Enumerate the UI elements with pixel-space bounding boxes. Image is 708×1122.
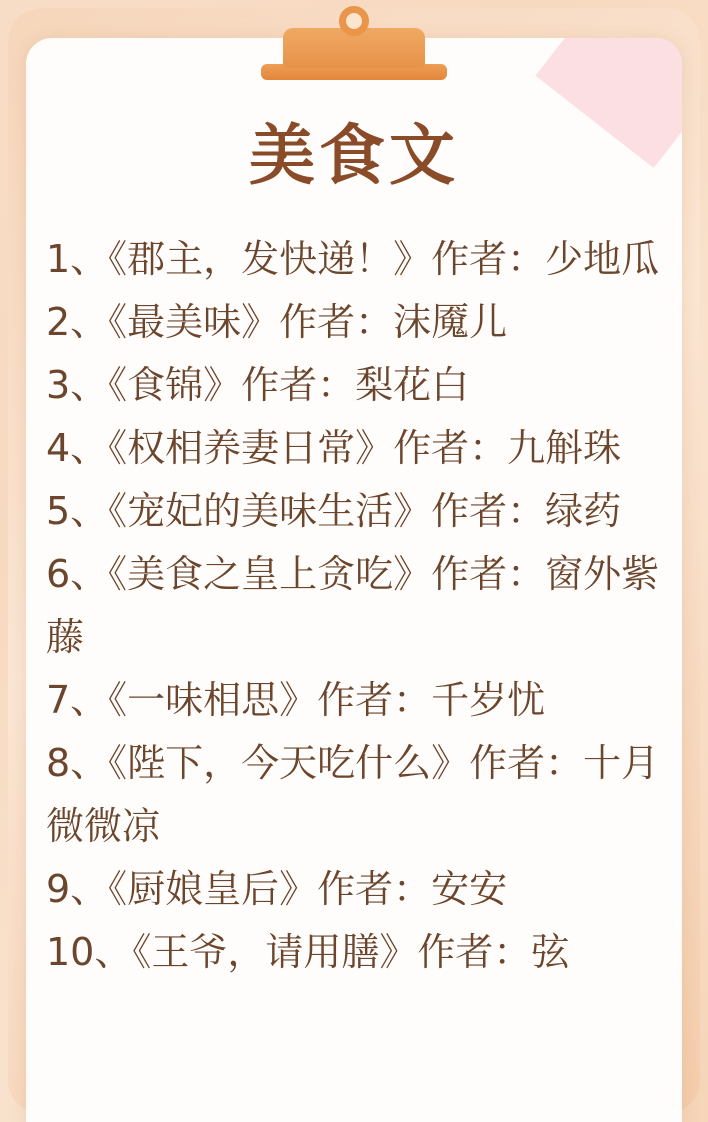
- note-card: [26, 38, 682, 1122]
- list-item: 6、《美食之皇上贪吃》作者：窗外紫藤: [46, 552, 660, 659]
- list-item: 2、《最美味》作者：沫魇儿: [46, 300, 508, 344]
- list-item: 8、《陛下，今天吃什么》作者：十月微微凉: [46, 741, 660, 848]
- list-item: 7、《一味相思》作者：千岁忧: [46, 678, 546, 722]
- list-item: 5、《宠妃的美味生活》作者：绿药: [46, 489, 622, 533]
- binder-clip-icon: [259, 6, 449, 94]
- list-item: 9、《厨娘皇后》作者：安安: [46, 867, 508, 911]
- list-item: 10、《王爷，请用膳》作者：弦: [46, 930, 570, 974]
- clip-ring: [339, 6, 369, 36]
- list-item: 3、《食锦》作者：梨花白: [46, 363, 470, 407]
- book-list: [46, 228, 668, 984]
- list-item: 4、《权相养妻日常》作者：九斛珠: [46, 426, 622, 470]
- page-title: 美食文: [249, 117, 459, 194]
- list-item: 1、《郡主，发快递！》作者：少地瓜: [46, 237, 660, 281]
